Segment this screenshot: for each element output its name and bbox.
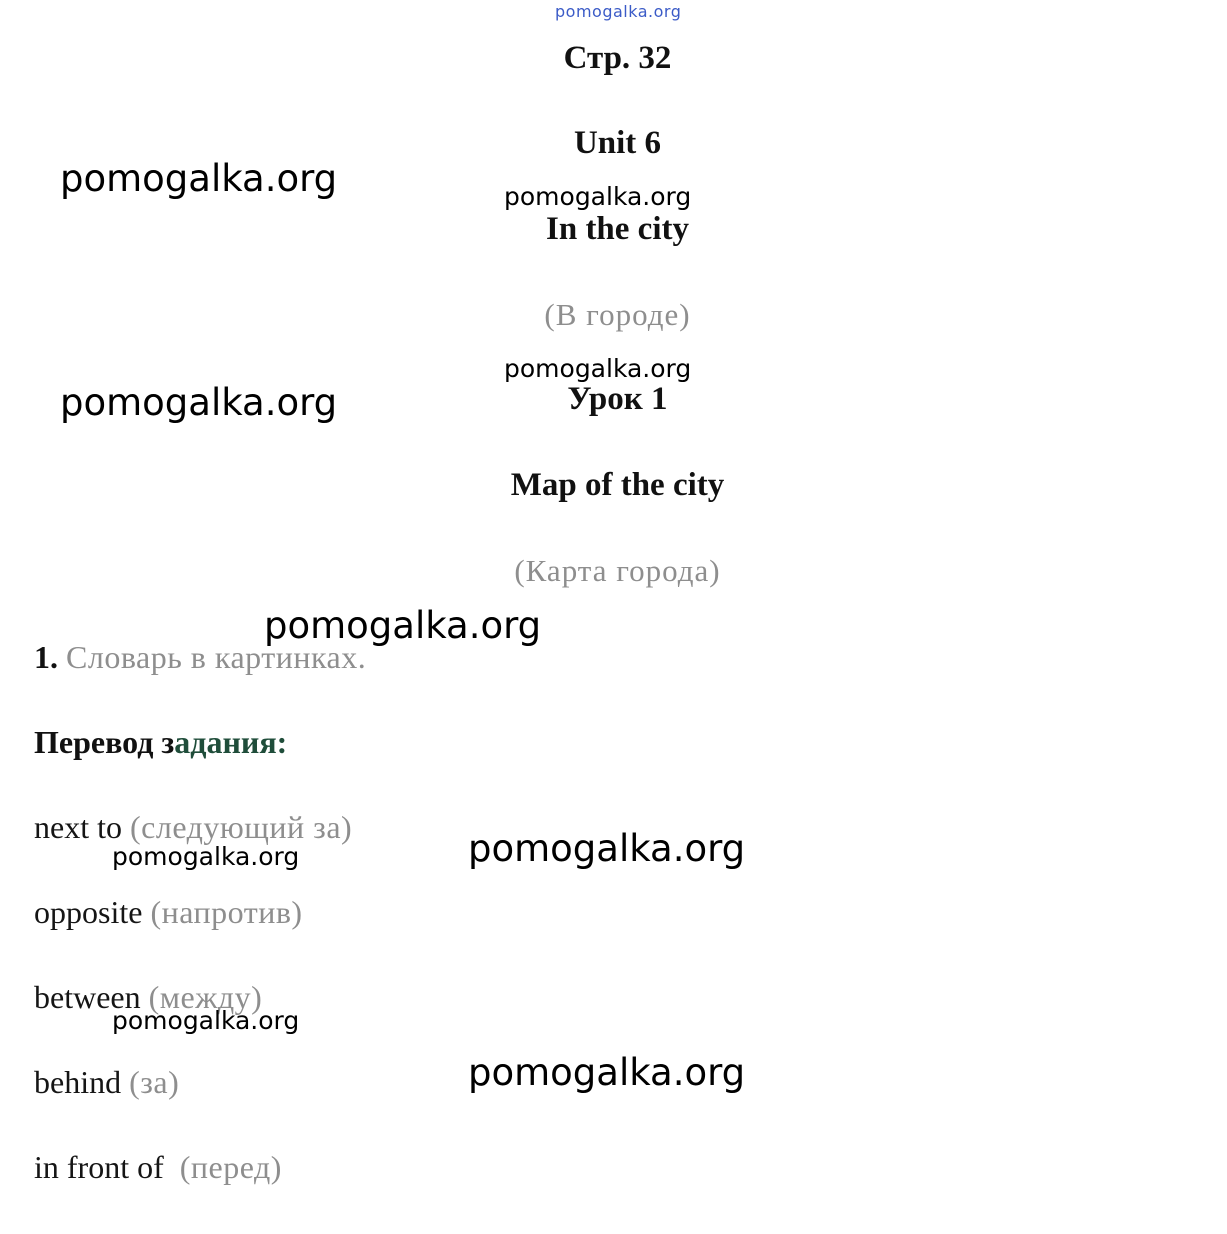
watermark-top: pomogalka.org xyxy=(555,2,682,21)
vocab-term: opposite xyxy=(34,894,143,930)
unit-subtitle-translation: (В городе) xyxy=(544,297,691,332)
unit-subtitle: In the city xyxy=(546,211,689,247)
watermark-left-2: pomogalka.org xyxy=(60,381,338,424)
lesson-subtitle: Map of the city xyxy=(510,467,725,503)
vocab-translation: (следующий за) xyxy=(129,809,353,845)
vocab-item xyxy=(34,896,303,928)
vocab-translation: (перед) xyxy=(179,1149,282,1185)
watermark-right-2: pomogalka.org xyxy=(468,1051,746,1094)
watermark-small-1: pomogalka.org xyxy=(112,842,300,871)
vocab-term: between xyxy=(34,979,141,1015)
unit-title: Unit 6 xyxy=(573,125,662,161)
heading-part-1: Перевод з xyxy=(34,724,175,760)
watermark-center-1: pomogalka.org xyxy=(504,182,692,211)
lesson-subtitle-translation: (Карта города) xyxy=(514,553,721,588)
vocab-translation: (за) xyxy=(129,1064,180,1100)
watermark-mid: pomogalka.org xyxy=(264,604,542,647)
vocab-term: in front of xyxy=(34,1149,164,1185)
vocab-item xyxy=(34,811,352,843)
watermark-left-1: pomogalka.org xyxy=(60,157,338,200)
watermark-right-1: pomogalka.org xyxy=(468,827,746,870)
heading-part-2: адания: xyxy=(174,724,288,760)
exercise-instruction: Словарь в картинках. xyxy=(66,639,367,675)
vocab-term: behind xyxy=(34,1064,122,1100)
vocab-translation: (между) xyxy=(148,979,263,1015)
vocab-item xyxy=(34,1066,179,1098)
exercise-number: 1. xyxy=(34,639,58,675)
page-number: Стр. 32 xyxy=(563,40,672,76)
watermark-center-2: pomogalka.org xyxy=(504,354,692,383)
exercise-line xyxy=(34,641,366,673)
lesson-title: Урок 1 xyxy=(567,381,668,417)
vocab-item xyxy=(34,1151,282,1183)
vocab-translation: (напротив) xyxy=(150,894,303,930)
vocab-term: next to xyxy=(34,809,122,845)
watermark-small-2: pomogalka.org xyxy=(112,1006,300,1035)
task-translation-heading xyxy=(34,726,287,758)
